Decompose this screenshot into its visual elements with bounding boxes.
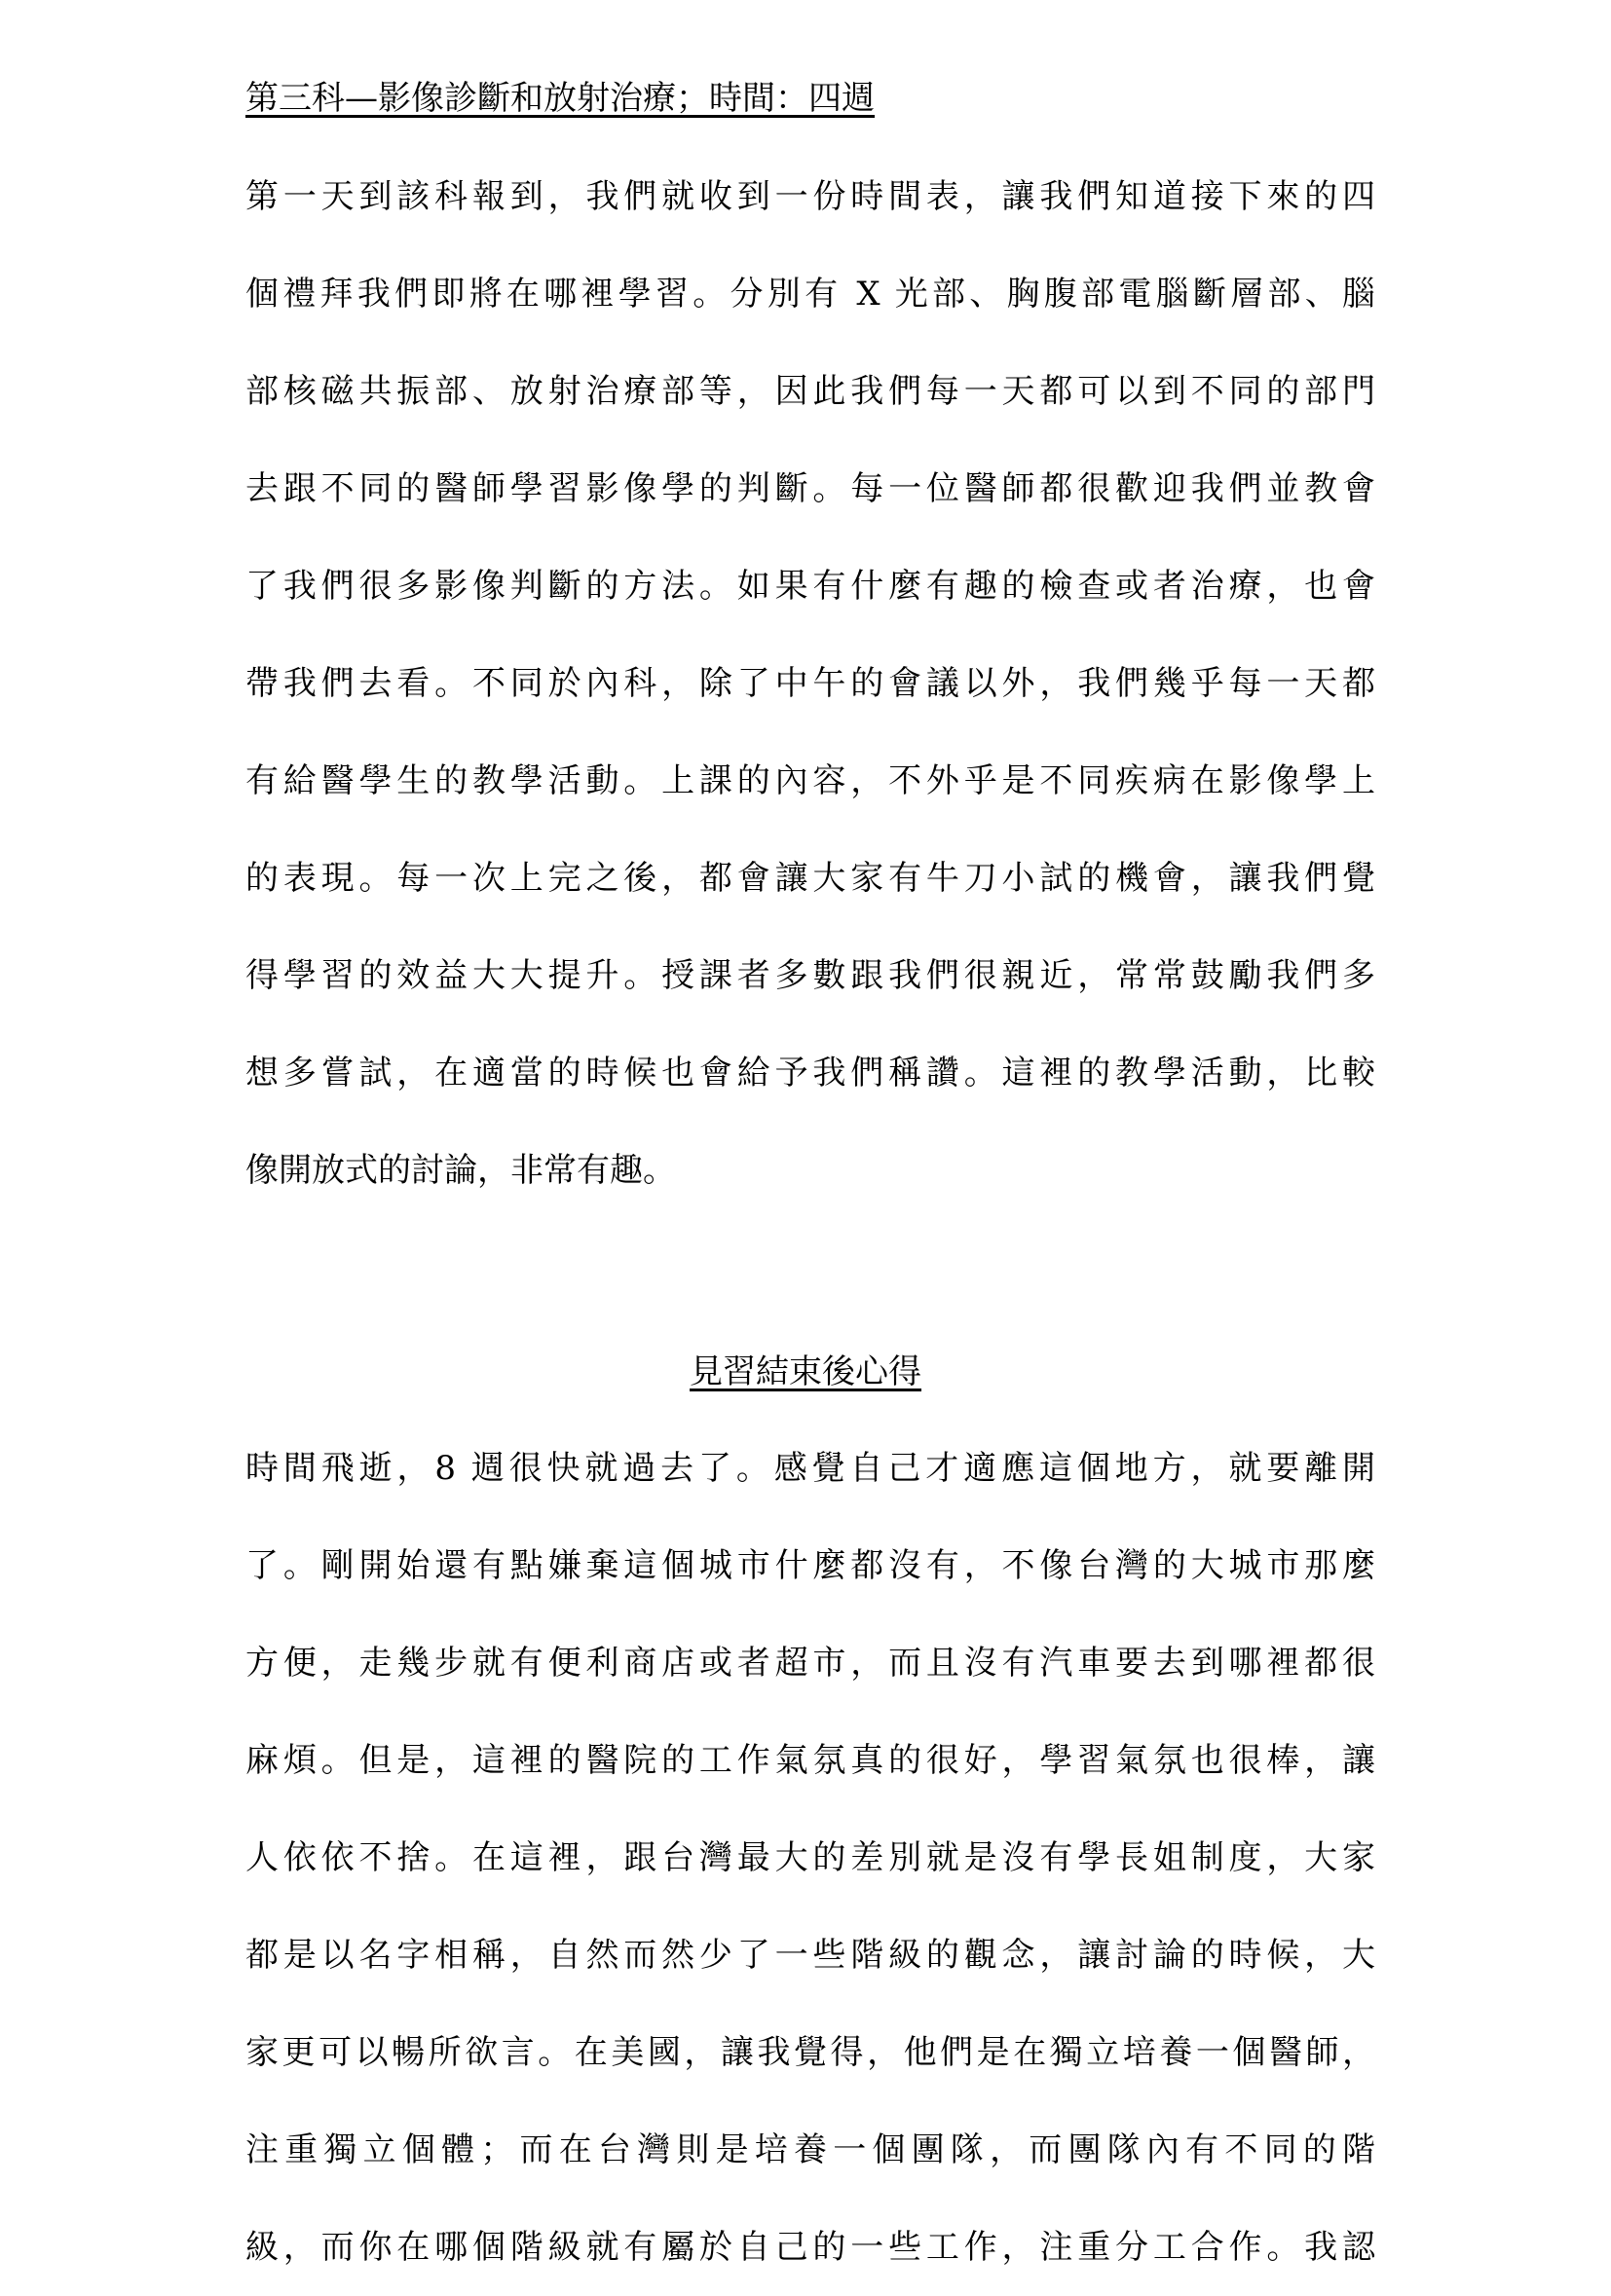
paragraph-line: 部核磁共振部、放射治療部等，因此我們每一天都可以到不同的部門	[245, 372, 1375, 411]
paragraph-line: 的表現。每一次上完之後，都會讓大家有牛刀小試的機會，讓我們覺	[245, 859, 1375, 898]
paragraph-line: 級，而你在哪個階級就有屬於自己的一些工作，注重分工合作。我認	[245, 2228, 1375, 2267]
paragraph-line: 都是以名字相稱，自然而然少了一些階級的觀念，讓討論的時候，大	[245, 1936, 1375, 1975]
paragraph-reflections	[245, 1420, 1375, 2296]
section-heading-radiology: 第三科—影像診斷和放射治療；時間：四週	[245, 79, 875, 118]
section-heading-reflections: 見習結束後心得	[690, 1352, 921, 1391]
paragraph-line: 時間飛逝，8 週很快就過去了。感覺自己才適應這個地方，就要離開	[245, 1449, 1375, 1488]
paragraph-line: 有給醫學生的教學活動。上課的內容，不外乎是不同疾病在影像學上	[245, 761, 1375, 800]
paragraph-line: 方便，走幾步就有便利商店或者超市，而且沒有汽車要去到哪裡都很	[245, 1644, 1375, 1683]
paragraph-line: 人依依不捨。在這裡，跟台灣最大的差別就是沒有學長姐制度，大家	[245, 1838, 1375, 1877]
paragraph-line: 了我們很多影像判斷的方法。如果有什麼有趣的檢查或者治療，也會	[245, 567, 1375, 606]
paragraph-line: 麻煩。但是，這裡的醫院的工作氣氛真的很好，學習氣氛也很棒，讓	[245, 1741, 1375, 1780]
paragraph-line: 家更可以暢所欲言。在美國，讓我覺得，他們是在獨立培養一個醫師，	[245, 2033, 1375, 2072]
paragraph-line: 得學習的效益大大提升。授課者多數跟我們很親近，常常鼓勵我們多	[245, 956, 1375, 995]
paragraph-line: 帶我們去看。不同於內科，除了中午的會議以外，我們幾乎每一天都	[245, 664, 1375, 703]
paragraph-line: 想多嘗試，在適當的時候也會給予我們稱讚。這裡的教學活動，比較	[245, 1054, 1375, 1092]
paragraph-line: 個禮拜我們即將在哪裡學習。分別有 X 光部、胸腹部電腦斷層部、腦	[245, 275, 1375, 314]
paragraph-line: 了。剛開始還有點嫌棄這個城市什麼都沒有，不像台灣的大城市那麼	[245, 1546, 1375, 1585]
paragraph-line: 第一天到該科報到，我們就收到一份時間表，讓我們知道接下來的四	[245, 177, 1375, 216]
paragraph-radiology	[245, 148, 1375, 1219]
paragraph-line: 注重獨立個體；而在台灣則是培養一個團隊，而團隊內有不同的階	[245, 2130, 1375, 2169]
paragraph-line: 去跟不同的醫師學習影像學的判斷。每一位醫師都很歡迎我們並教會	[245, 469, 1375, 508]
paragraph-line: 像開放式的討論，非常有趣。	[245, 1151, 676, 1190]
